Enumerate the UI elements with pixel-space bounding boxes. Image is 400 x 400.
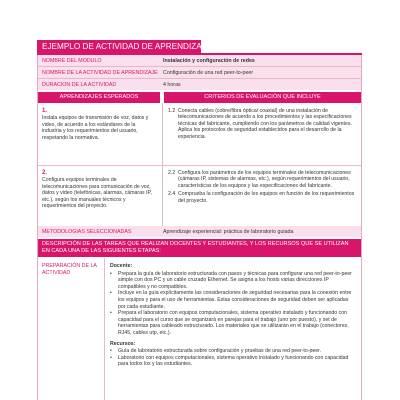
info-value: Configuración de una red peer-to-peer xyxy=(163,70,254,76)
learning-number: 1. xyxy=(42,108,48,114)
list-item-text: Prepara el laboratorio con equipos computacionales, sistema operativo instalado y funcionando con capacidad para el curso que se organizará en parejas para el trabajo (uno por puesto), y set de herramientas para cableado estructurado. Los materiales que se utilizarán en el trabajo (conectores, RJ45, cables utp, etc.). xyxy=(118,310,349,336)
criteria-item xyxy=(168,108,357,140)
criteria-cell xyxy=(164,105,361,145)
criteria-item xyxy=(168,170,357,189)
list-item-text: Prepara la guía de laboratorio estructurada con pasos y técnicas para configurar una red peer-to-peer simple con dos PC y un cable cruzado Ethernet. Se asigna a los hosts varias direcciones IP compatibles y no compatibles. xyxy=(118,270,352,290)
page-title: EJEMPLO DE ACTIVIDAD DE APRENDIZAJE xyxy=(37,40,201,54)
teacher-title: Docente: xyxy=(110,263,133,269)
methodology-label: METODOLOGÍAS SELECCIONADAS xyxy=(42,229,132,235)
criteria-number: 1.2 xyxy=(168,108,176,114)
description-header: DESCRIPCIÓN DE LAS TAREAS QUE REALIZAN DOCENTES Y ESTUDIANTES, Y LOS RECURSOS QUE SE UTILIZAN EN CADA UNA DE LAS SIGUIENTES ETAPAS: xyxy=(38,239,361,257)
learning-text: Instala equipos de transmisión de voz, datos y video, de acuerdo a los estándares de la industria y los requerimientos del usuario, respetando la normativa. xyxy=(42,115,149,141)
criteria-text: Conecta cables (cobre/fibra óptica/ coaxial) de una instalación de telecomunicaciones de acuerdo a los procedimientos y las especificaciones técnicas del fabricante, cumpliendo con los parámetros de calidad vigentes. Aplica los protocolos de seguridad establecidos para el desarrollo de la experiencia. xyxy=(178,108,352,140)
list-item xyxy=(110,348,357,355)
methodology-value: Aprendizaje experiencial: práctica de laboratorio guiada xyxy=(163,229,294,235)
info-value: 4 horas xyxy=(163,82,181,88)
criteria-text: Configura los parámetros de los equipos terminales de telecomunicaciones (cámaras IP, sistemas de alarmas, etc.), según requerimientos del usuario, características de los equipos y las especificaciones del fabricante. xyxy=(178,170,351,189)
list-item xyxy=(110,310,357,336)
column-divider xyxy=(162,103,163,226)
learning-text: Configura equipos terminales de telecomunicaciones para comunicación de voz, datos y video (telefónicas, alarmas, cámaras IP, etc.), según los manuales técnicos y requerimientos del proyecto. xyxy=(42,177,152,210)
table-header xyxy=(38,92,361,103)
list-item-text: Incluye en la guía explícitamente las consideraciones de seguridad necesarias para la conexión entre los equipos y para el uso de herramientas. Estas consideraciones de seguridad deben ser aplicadas por cada estudiante. xyxy=(118,290,352,310)
bullet-icon: • xyxy=(110,348,112,355)
info-row-duration xyxy=(38,79,361,90)
list-item-text: Laboratorio con equipos computacionales, sistema operativo instalado y funcionando con capacidad para todos los y las estudiantes. xyxy=(118,354,349,368)
list-item-text: Guía de laboratorio estructurada sobre configuración y pruebas de una red peer-to-peer. xyxy=(118,348,322,355)
methodology-row xyxy=(38,226,361,237)
list-item xyxy=(110,290,357,310)
criteria-cell xyxy=(164,167,361,209)
bullet-icon: • xyxy=(110,310,112,317)
column-divider xyxy=(104,258,105,400)
bullet-icon: • xyxy=(110,290,112,297)
info-row-activity xyxy=(38,67,361,78)
bullet-icon: • xyxy=(110,270,112,277)
learning-number: 2. xyxy=(42,170,48,176)
info-label: NOMBRE DE LA ACTIVIDAD DE APRENDIZAJE xyxy=(42,70,158,76)
column-header-criteria: CRITERIOS DE EVALUACIÓN QUE INCLUYE xyxy=(164,92,361,103)
divider xyxy=(38,165,361,166)
list-item xyxy=(110,355,357,368)
preparation-label: PREPARACIÓN DE LA ACTIVIDAD xyxy=(42,263,97,276)
info-row-module xyxy=(38,55,361,66)
criteria-number: 2.2 xyxy=(168,170,176,176)
learning-cell xyxy=(38,167,160,212)
bullet-icon: • xyxy=(110,354,112,361)
criteria-text: Comprueba la configuración de los equipos en función de los requerimientos del proyecto. xyxy=(178,191,355,204)
info-label: NOMBRE DEL MÓDULO xyxy=(42,58,102,64)
info-label: DURACIÓN DE LA ACTIVIDAD xyxy=(42,82,117,88)
preparation-content xyxy=(106,259,361,368)
info-value: Instalación y configuración de redes xyxy=(163,58,255,64)
criteria-number: 2.4 xyxy=(168,191,176,198)
activity-table xyxy=(37,55,362,400)
list-item xyxy=(110,271,357,291)
learning-cell xyxy=(38,105,160,144)
resources-title: Recursos: xyxy=(110,340,136,347)
column-header-learning: APRENDIZAJES ESPERADOS xyxy=(38,92,160,103)
criteria-item xyxy=(168,191,357,204)
